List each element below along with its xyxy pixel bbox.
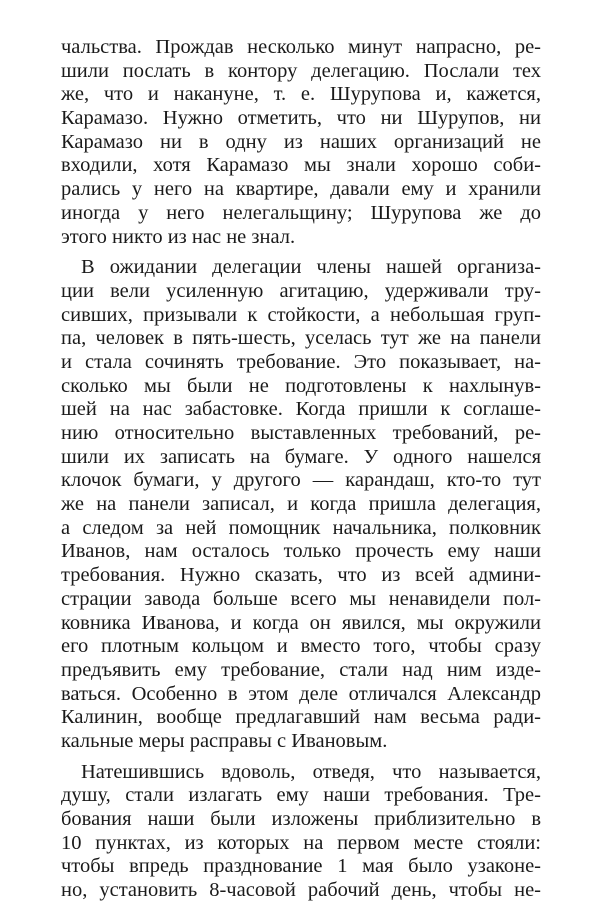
paragraph-1 xyxy=(61,36,541,249)
book-page xyxy=(61,36,541,903)
text-line: па, человек в пять-шесть, уселась тут же на панели xyxy=(61,327,541,350)
text-line: чальства. Прождав несколько минут напрасно, ре- xyxy=(61,36,541,58)
paragraph-2 xyxy=(61,256,541,753)
text-line: сколько мы были не подготовлены к нахлынув- xyxy=(61,374,541,397)
text-line: страции завода больше всего мы ненавидели пол- xyxy=(61,587,541,610)
text-line: нию относительно выставленных требований, ре- xyxy=(61,422,541,444)
text-line: предъявить ему требование, стали над ним изде- xyxy=(61,658,541,681)
text-line: бования наши были изложены приблизительно в xyxy=(61,808,541,830)
text-line: Натешившись вдоволь, отведя, что называется, xyxy=(81,760,541,783)
text-line: этого никто из нас не знал. xyxy=(61,225,296,248)
text-line: чтобы впредь празднование 1 мая было узаконе- xyxy=(61,855,541,878)
text-line: Иванов, нам осталось только прочесть ему наши xyxy=(61,540,541,563)
text-line: и стала сочинять требование. Это показывает, на- xyxy=(61,350,541,373)
text-line: шили их записать на бумаге. У одного нашелся xyxy=(61,445,541,468)
text-line: ции вели усиленную агитацию, удерживали тру- xyxy=(61,279,541,302)
text-line: ковника Иванова, и когда он явился, мы окружили xyxy=(61,611,541,634)
text-line: душу, стали излагать ему наши требования. Тре- xyxy=(61,784,541,807)
text-line: Карамазо ни в одну из наших организаций не xyxy=(61,130,541,153)
text-line: 10 пунктах, из которых на первом месте стояли: xyxy=(61,831,541,854)
text-line: Калинин, вообще предлагавший нам весьма ради- xyxy=(61,706,541,729)
text-line: рались у него на квартире, давали ему и хранили xyxy=(61,178,541,201)
text-line: Карамазо. Нужно отметить, что ни Шурупов, ни xyxy=(61,107,541,130)
text-line: шей на нас забастовке. Когда пришли к соглаше- xyxy=(61,398,541,421)
text-line: его плотным кольцом и вместо того, чтобы сразу xyxy=(61,635,541,658)
paragraph-3 xyxy=(61,761,541,903)
text-line: же на панели записал, и когда пришла делегация, xyxy=(61,493,541,516)
text-line: но, установить 8-часовой рабочий день, чтобы не- xyxy=(61,879,541,902)
text-line: а следом за ней помощник начальника, полковник xyxy=(61,516,541,539)
text-line: требования. Нужно сказать, что из всей админи- xyxy=(61,564,541,587)
text-line: же, что и накануне, т. е. Шурупова и, кажется, xyxy=(61,83,541,106)
text-line: ваться. Особенно в этом деле отличался Александр xyxy=(61,682,541,705)
text-line: В ожидании делегации члены нашей организа- xyxy=(81,256,541,279)
text-line: сивших, призывали к стойкости, а небольшая груп- xyxy=(61,303,541,326)
text-line: кальные меры расправы с Ивановым. xyxy=(61,729,388,752)
text-line: иногда у него нелегальщину; Шурупова же до xyxy=(61,201,541,224)
text-line: шили послать в контору делегацию. Послали тех xyxy=(61,59,541,82)
text-line: клочок бумаги, у другого — карандаш, кто-то тут xyxy=(61,469,541,492)
text-line: входили, хотя Карамазо мы знали хорошо соби- xyxy=(61,154,541,177)
